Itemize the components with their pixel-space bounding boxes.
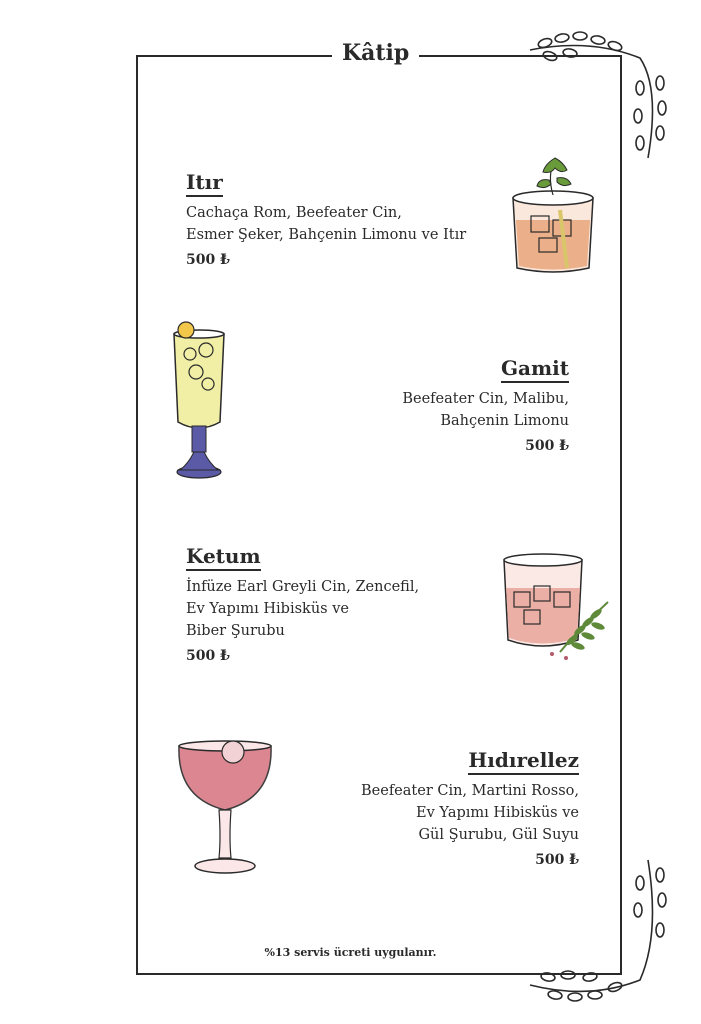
item-price: 500 ₺ xyxy=(186,252,230,268)
item-description: İnfüze Earl Greyli Cin, Zencefil, Ev Yapımı Hibisküs ve Biber Şurubu xyxy=(186,579,420,639)
item-name: Hıdırellez xyxy=(468,748,579,775)
item-name: Itır xyxy=(186,170,223,197)
coupe-glass-hidirellez-illustration xyxy=(175,738,275,878)
menu-item-hidirellez xyxy=(361,748,579,868)
item-name: Ketum xyxy=(186,544,261,571)
item-description: Beefeater Cin, Martini Rosso, Ev Yapımı Hibisküs ve Gül Şurubu, Gül Suyu xyxy=(361,783,579,843)
item-description: Beefeater Cin, Malibu, Bahçenin Limonu xyxy=(402,391,569,429)
menu-item-itir xyxy=(186,170,466,268)
item-price: 500 ₺ xyxy=(525,438,569,454)
rocks-glass-itir-illustration xyxy=(505,150,600,275)
service-charge-note: %13 servis ücreti uygulanır. xyxy=(264,946,437,959)
item-price: 500 ₺ xyxy=(535,852,579,868)
menu-item-gamit xyxy=(402,356,569,454)
highball-glass-gamit-illustration xyxy=(168,322,230,482)
tumbler-glass-ketum-illustration xyxy=(500,548,615,663)
item-price: 500 ₺ xyxy=(186,648,230,664)
vine-decoration-bottom-right xyxy=(520,855,670,1015)
item-name: Gamit xyxy=(501,356,569,383)
menu-item-ketum xyxy=(186,544,419,664)
item-description: Cachaça Rom, Beefeater Cin, Esmer Şeker, Bahçenin Limonu ve Itır xyxy=(186,205,467,243)
page-title: Kâtip xyxy=(332,40,419,66)
vine-decoration-top-right xyxy=(520,28,670,168)
